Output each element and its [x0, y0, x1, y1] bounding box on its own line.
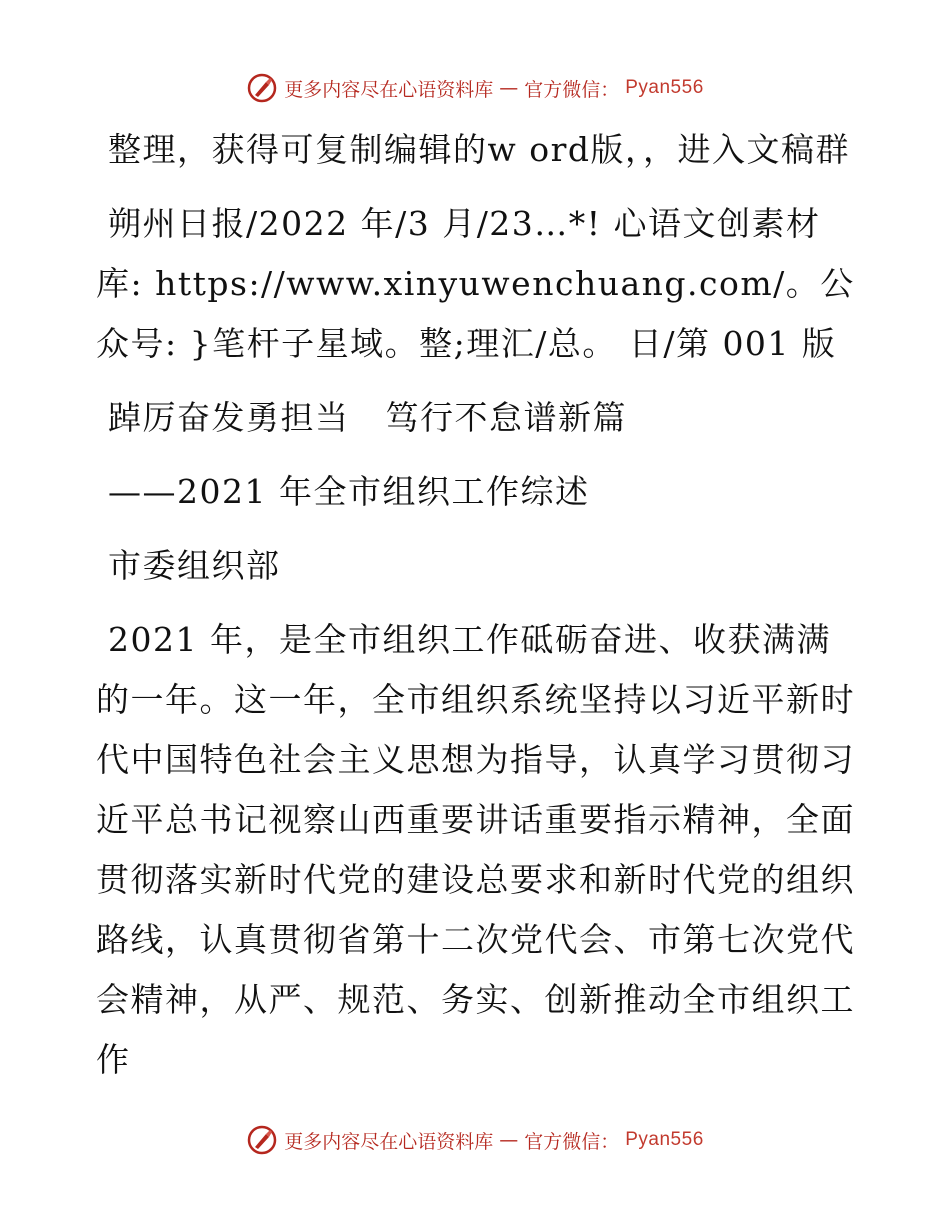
article-title: 踔厉奋发勇担当 笃行不怠谱新篇	[108, 398, 627, 437]
brush-pen-logo-icon	[246, 1124, 278, 1156]
footer-watermark-banner	[0, 1124, 950, 1156]
article-body-paragraph: 2021 年，是全市组织工作砥砺奋进、收获满满的一年。这一年，全市组织系统坚持以习近平新时代中国特色社会主义思想为指导，认真学习贯彻习近平总书记视察山西重要讲话重要指示精神，全面贯彻落实新时代党的建设总要求和新时代党的组织路线，认真贯彻省第十二次党代会、市第七次党代会精神，从严、规范、务实、创新推动全市组织工作	[96, 620, 855, 1079]
banner-wechat-id: Pyan556	[625, 77, 704, 98]
article-author: 市委组织部	[108, 546, 281, 585]
banner-dash: —	[499, 1129, 519, 1151]
banner-wechat-id: Pyan556	[625, 1129, 704, 1150]
banner-dash: —	[499, 77, 519, 99]
brush-pen-logo-icon	[246, 72, 278, 104]
intro-note-paragraph: 整理，获得可复制编辑的w ord版，，进入文稿群	[108, 130, 851, 169]
banner-wechat-label: 官方微信：	[524, 1130, 620, 1153]
banner-text: 更多内容尽在心语资料库	[284, 78, 494, 101]
banner-text: 更多内容尽在心语资料库	[284, 1130, 494, 1153]
document-body	[96, 120, 856, 1104]
header-watermark-banner	[0, 72, 950, 104]
banner-wechat-label: 官方微信：	[524, 78, 620, 101]
article-subtitle: ——2021 年全市组织工作综述	[108, 472, 590, 511]
source-info-paragraph: 朔州日报/2022 年/3 月/23…*! 心语文创素材库: https://www.xinyuwenchuang.com/。公众号: }笔杆子星域。整;理汇/总。 日/第 001 版	[96, 204, 855, 363]
